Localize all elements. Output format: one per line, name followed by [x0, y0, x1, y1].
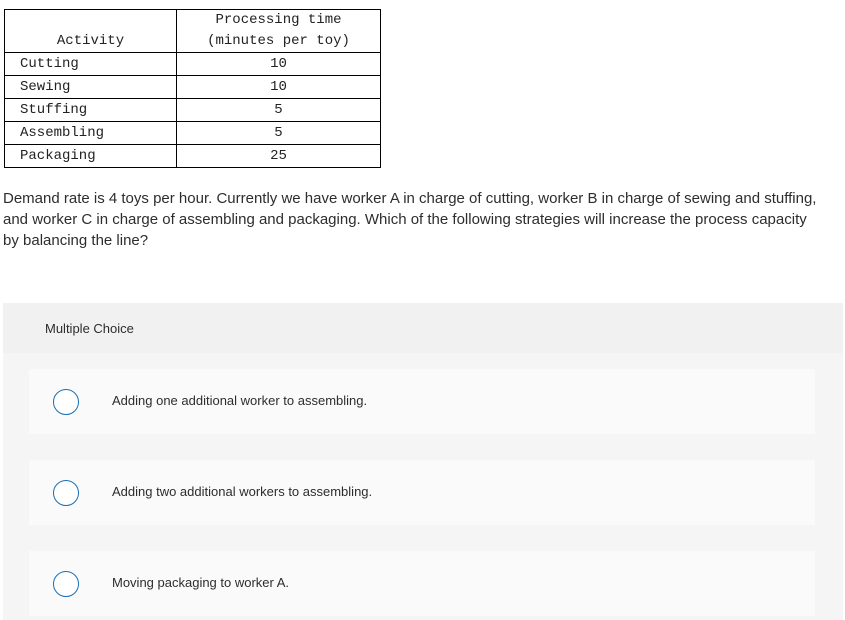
activity-cell: Assembling: [5, 122, 177, 145]
header-processing-time: [177, 10, 381, 53]
radio-button-icon[interactable]: [53, 389, 79, 415]
table-row: [5, 145, 381, 168]
time-cell: 5: [177, 122, 381, 145]
time-cell: 10: [177, 53, 381, 76]
choice-option-text: Adding one additional worker to assembling.: [112, 393, 368, 408]
time-cell: 25: [177, 145, 381, 168]
table-row: [5, 99, 381, 122]
table-header-row: [5, 10, 381, 53]
table-row: [5, 122, 381, 145]
table-row: [5, 76, 381, 99]
radio-button-icon[interactable]: [53, 571, 79, 597]
time-cell: 5: [177, 99, 381, 122]
question-text: Demand rate is 4 toys per hour. Currently we have worker A in charge of cutting, worker B in charge of sewing and stuffing, and worker C in charge of assembling and packaging. Which of the following strategies will increase the process capacity by balancing the line?: [3, 190, 817, 249]
header-time-line1: Processing time: [215, 12, 342, 28]
choice-option-2[interactable]: [29, 460, 815, 525]
activity-cell: Packaging: [5, 145, 177, 168]
table-row: [5, 53, 381, 76]
time-cell: 10: [177, 76, 381, 99]
multiple-choice-header: [3, 303, 843, 353]
activity-cell: Cutting: [5, 53, 177, 76]
choice-list: [3, 353, 843, 620]
choice-option-text: Adding two additional workers to assembling.: [112, 484, 373, 499]
choice-option-3[interactable]: [29, 551, 815, 616]
activity-cell: Stuffing: [5, 99, 177, 122]
header-activity: Activity: [5, 10, 177, 53]
choice-option-1[interactable]: [29, 369, 815, 434]
multiple-choice-label: Multiple Choice: [45, 321, 134, 336]
multiple-choice-panel: [3, 303, 843, 620]
choice-option-text: Moving packaging to worker A.: [112, 575, 290, 590]
activity-cell: Sewing: [5, 76, 177, 99]
header-time-line2: (minutes per toy): [207, 33, 350, 49]
processing-time-table: [4, 9, 381, 168]
radio-button-icon[interactable]: [53, 480, 79, 506]
